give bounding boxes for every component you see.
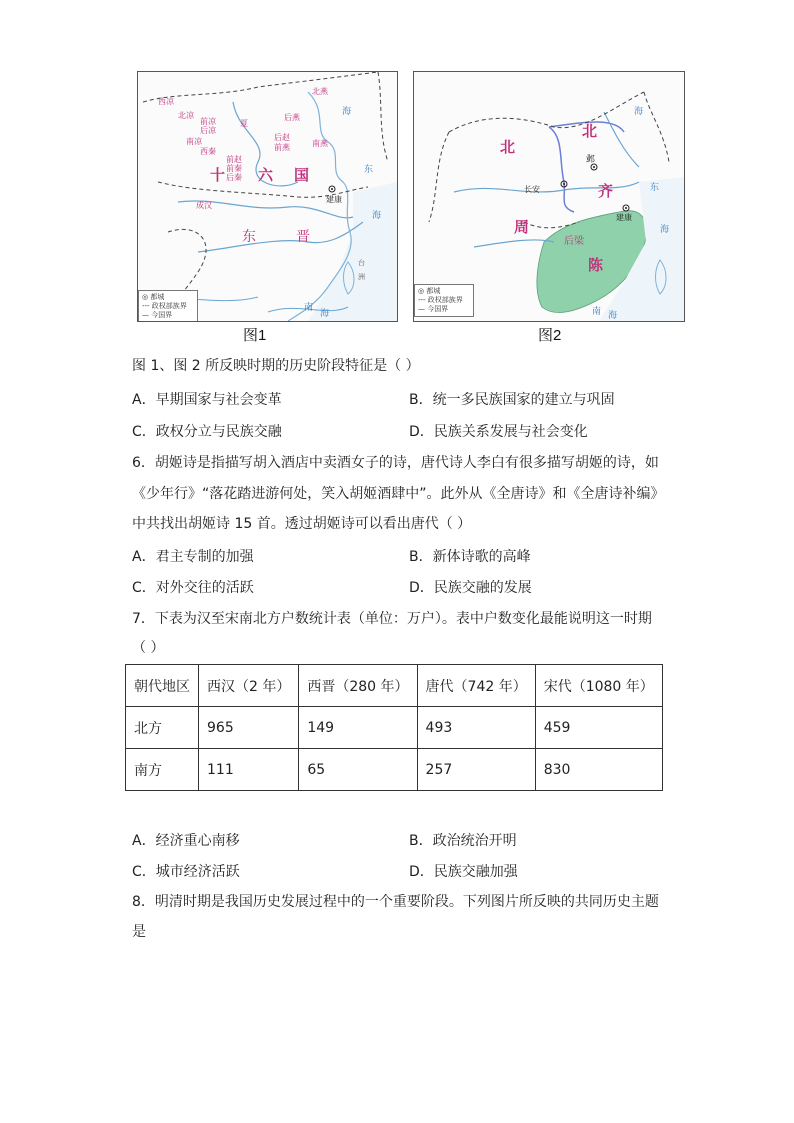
- q7-option-d[interactable]: D．民族交融加强: [409, 864, 518, 880]
- label-taiwan-1: 台: [358, 259, 365, 267]
- table-header-cell: 朝代地区: [126, 665, 199, 707]
- label-bohai-2: 海: [634, 107, 644, 117]
- map-2-caption: 图2: [538, 327, 562, 344]
- q7-option-b[interactable]: B．政治统治开明: [409, 833, 517, 849]
- label-houliang-2: 后梁: [564, 236, 584, 247]
- label-chen: 陈: [588, 256, 604, 274]
- table-header-row: [126, 665, 663, 707]
- label-dongjin-jin: 晋: [296, 229, 310, 245]
- label-bohai: 海: [342, 107, 352, 117]
- label-qianyan: 前燕: [274, 143, 290, 152]
- q5-option-c[interactable]: C．政权分立与民族交融: [132, 424, 282, 440]
- q6-option-a[interactable]: A．君主专制的加强: [132, 549, 254, 565]
- map-2: [413, 71, 685, 322]
- label-donghai-hai-2: 海: [660, 225, 670, 235]
- label-xiqin: 西秦: [200, 147, 216, 156]
- legend-capital: ◎ 都城: [142, 293, 165, 301]
- label-donghai-dong: 东: [364, 165, 374, 175]
- label-beiyan: 北燕: [312, 87, 328, 96]
- label-beiqi-bei: 北: [582, 122, 598, 140]
- q7-line-2: （ ）: [132, 640, 165, 656]
- label-nanliang: 南凉: [186, 137, 202, 146]
- label-beiliang: 北凉: [178, 111, 194, 120]
- map-1-legend: [138, 290, 198, 322]
- q5-stem: 图 1、图 2 所反映时期的历史阶段特征是（ ）: [132, 358, 420, 374]
- label-qianliang: 前凉: [200, 117, 216, 126]
- q6-option-c[interactable]: C．对外交往的活跃: [132, 580, 254, 596]
- label-changan: 长安: [524, 185, 540, 194]
- label-beizhou-zhou: 周: [514, 218, 530, 236]
- label-nanhai-hai-2: 海: [608, 311, 618, 321]
- q6-option-d[interactable]: D．民族交融的发展: [409, 580, 532, 596]
- table-cell: 65: [299, 749, 417, 791]
- label-liu: 六: [258, 166, 274, 184]
- label-houliang: 后凉: [200, 126, 216, 135]
- table-header-cell: 西晋（280 年）: [299, 665, 417, 707]
- label-guo: 国: [294, 166, 310, 184]
- map-1-drawing: [138, 72, 397, 321]
- label-shi: 十: [210, 166, 226, 184]
- label-xia: 夏: [240, 119, 248, 128]
- label-qianqin: 前秦: [226, 164, 242, 173]
- label-nanhai-nan: 南: [304, 303, 314, 313]
- legend-capital-2: ◎ 都城: [418, 287, 441, 295]
- label-nanyan: 南燕: [312, 139, 328, 148]
- label-beizhou-bei: 北: [500, 138, 516, 156]
- label-donghai-hai: 海: [372, 211, 382, 221]
- q5-option-d[interactable]: D．民族关系发展与社会变化: [409, 424, 588, 440]
- household-table: [125, 664, 663, 791]
- q8-line-1: 8．明清时期是我国历史发展过程中的一个重要阶段。下列图片所反映的共同历史主题: [132, 894, 659, 910]
- label-ye: 邺: [586, 155, 596, 165]
- table-cell: 459: [535, 707, 662, 749]
- label-dongjin-dong: 东: [242, 229, 256, 245]
- label-chenghan: 成汉: [196, 201, 212, 210]
- table-cell: 149: [299, 707, 417, 749]
- q6-line-2: 《少年行》“落花踏进游何处，笑入胡姬酒肆中”。此外从《全唐诗》和《全唐诗补编》: [132, 486, 665, 502]
- label-beiqi-qi: 齐: [598, 182, 614, 200]
- q7-line-1: 7．下表为汉至宋南北方户数统计表（单位：万户）。表中户数变化最能说明这一时期: [132, 611, 652, 627]
- table-cell: 111: [199, 749, 299, 791]
- label-houqin: 后秦: [226, 173, 242, 182]
- q6-option-b[interactable]: B．新体诗歌的高峰: [409, 549, 531, 565]
- q7-option-c[interactable]: C．城市经济活跃: [132, 864, 240, 880]
- map-1-caption: 图1: [243, 327, 267, 344]
- q5-option-b[interactable]: B．统一多民族国家的建立与巩固: [409, 392, 615, 408]
- label-houzhao: 后赵: [274, 133, 290, 142]
- q6-line-1: 6．胡姬诗是指描写胡入酒店中卖酒女子的诗，唐代诗人李白有很多描写胡姬的诗，如: [132, 455, 659, 471]
- table-cell: 830: [535, 749, 662, 791]
- legend-regime-border-2: --- 政权部族界: [418, 296, 463, 304]
- table-row: [126, 749, 663, 791]
- label-nanhai-nan-2: 南: [592, 307, 602, 317]
- table-cell: 北方: [126, 707, 199, 749]
- label-houyan: 后燕: [284, 113, 300, 122]
- map-1: [137, 71, 398, 322]
- q7-option-a[interactable]: A．经济重心南移: [132, 833, 240, 849]
- label-nanhai-hai: 海: [320, 309, 330, 319]
- table-header-cell: 宋代（1080 年）: [535, 665, 662, 707]
- label-xiliang: 西凉: [158, 97, 174, 106]
- table-cell: 257: [417, 749, 535, 791]
- table-header-cell: 唐代（742 年）: [417, 665, 535, 707]
- legend-national-border: — 今国界: [142, 311, 173, 319]
- map-2-legend: [414, 284, 474, 317]
- q8-line-2: 是: [132, 924, 146, 940]
- label-donghai-dong-2: 东: [650, 183, 660, 193]
- table-header-cell: 西汉（2 年）: [199, 665, 299, 707]
- table-cell: 南方: [126, 749, 199, 791]
- label-qianzhao: 前赵: [226, 155, 242, 164]
- legend-regime-border: --- 政权部族界: [142, 302, 187, 310]
- table-row: [126, 707, 663, 749]
- label-jiankang: 建康: [326, 195, 342, 204]
- table-cell: 493: [417, 707, 535, 749]
- label-jiankang-2: 建康: [616, 213, 632, 222]
- legend-national-border-2: — 今国界: [418, 305, 449, 313]
- q6-line-3: 中共找出胡姬诗 15 首。透过胡姬诗可以看出唐代（ ）: [132, 516, 472, 532]
- table-cell: 965: [199, 707, 299, 749]
- label-taiwan-2: 洲: [358, 273, 365, 281]
- q5-option-a[interactable]: A．早期国家与社会变革: [132, 392, 282, 408]
